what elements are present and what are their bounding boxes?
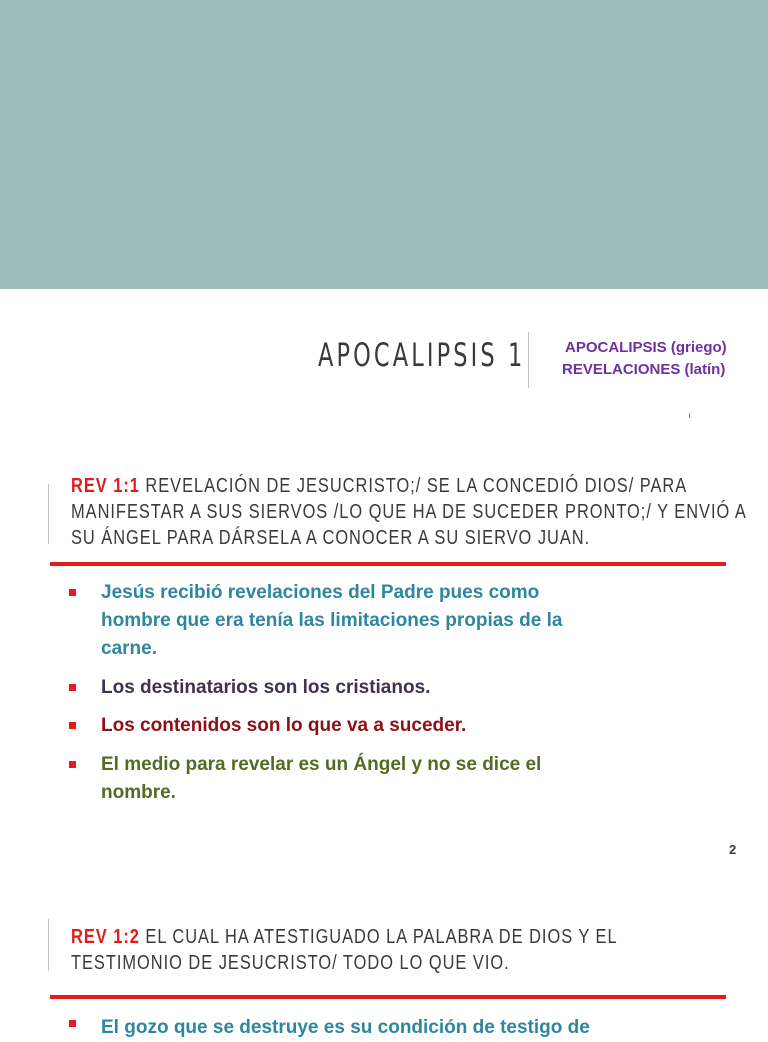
red-separator: [50, 562, 726, 566]
verse-reference: REV 1:1: [71, 475, 140, 497]
decorative-tick: [689, 413, 690, 418]
verse-line: SU ÁNGEL PARA DÁRSELA A CONOCER A SU SIERVO JUAN.: [71, 527, 591, 549]
verse-line: TESTIMONIO DE JESUCRISTO/ TODO LO QUE VIO.: [71, 952, 510, 974]
red-separator: [50, 995, 726, 999]
title-slide-banner: [0, 0, 768, 289]
bullet-item: Los contenidos son lo que va a suceder.: [101, 715, 467, 736]
subtitle-latin: REVELACIONES (latín): [562, 361, 726, 378]
title-divider: [528, 332, 529, 388]
verse-divider: [48, 484, 49, 544]
bullet-item: Jesús recibió revelaciones del Padre pues como hombre que era tenía las limitaciones propias de la carne.: [101, 582, 563, 659]
verse-divider: [48, 919, 49, 971]
verse-reference: REV 1:2: [71, 926, 140, 948]
bullet-marker: [69, 589, 76, 596]
bullet-item: El gozo que se destruye es su condición de testigo de: [101, 1017, 590, 1038]
subtitle-greek: APOCALIPSIS (griego): [565, 339, 727, 356]
verse-line: REVELACIÓN DE JESUCRISTO;/ SE LA CONCEDIÓ DIOS/ PARA: [139, 475, 688, 497]
verse-line: MANIFESTAR A SUS SIERVOS /LO QUE HA DE SUCEDER PRONTO;/ Y ENVIÓ A: [71, 501, 747, 523]
verse-header: [71, 473, 747, 551]
bullet-item: El medio para revelar es un Ángel y no se dice el nombre.: [101, 754, 542, 803]
verse-header: [71, 924, 618, 976]
slide-number: 2: [729, 842, 737, 857]
verse-line: EL CUAL HA ATESTIGUADO LA PALABRA DE DIOS Y EL: [139, 926, 618, 948]
bullet-marker: [69, 684, 76, 691]
slide-title: APOCALIPSIS 1: [318, 336, 526, 374]
bullet-marker: [69, 722, 76, 729]
bullet-item: Los destinatarios son los cristianos.: [101, 677, 431, 698]
bullet-marker: [69, 761, 76, 768]
